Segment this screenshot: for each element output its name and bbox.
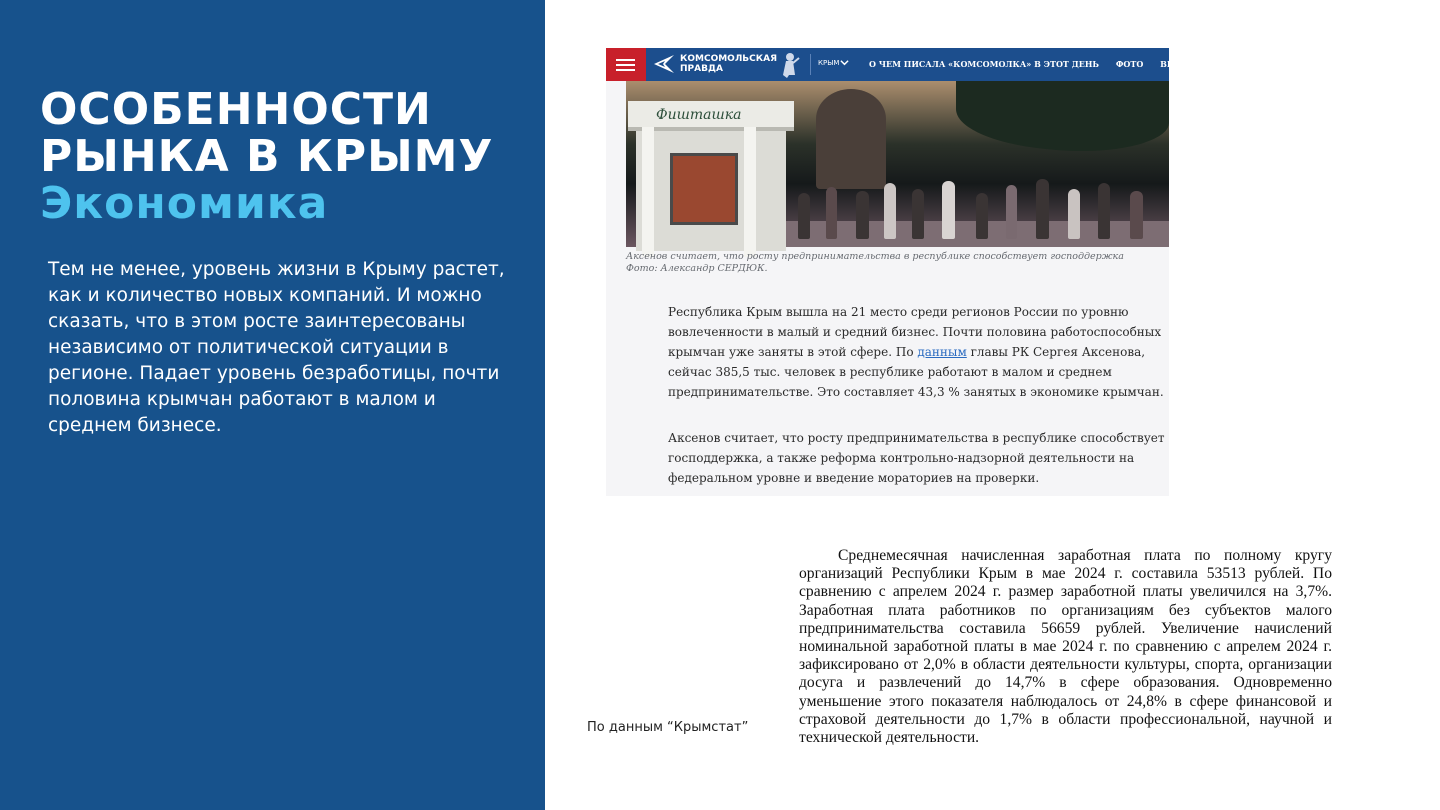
krymstat-excerpt <box>769 544 1359 747</box>
article-screenshot <box>606 48 1240 496</box>
mascot-icon <box>778 51 800 79</box>
nav-link-special[interactable]: СПЕЦ <box>1211 59 1240 69</box>
chevron-down-icon[interactable] <box>840 58 849 67</box>
photo-credit: Фото: Александр СЕРДЮК. <box>626 263 768 274</box>
source-label: По данным “Крымстат” <box>587 720 749 735</box>
article-paragraph-1 <box>668 302 1168 402</box>
kp-logo-icon <box>652 52 676 76</box>
article-paragraph-2: Аксенов считает, что росту предпринимательства в республике способствует господдержка, а также реформа контрольно-надзорной деятельности на федеральном уровне и введение мораториев на проверки. <box>668 431 1165 485</box>
nav-links <box>869 59 1253 69</box>
data-link[interactable]: данным <box>917 345 967 359</box>
nav-link-this-day[interactable]: О ЧЕМ ПИСАЛА «КОМСОМОЛКА» В ЭТОТ ДЕНЬ <box>869 59 1100 69</box>
photo-pavilion <box>636 101 786 251</box>
hamburger-menu-icon[interactable] <box>606 48 646 81</box>
nav-divider <box>810 54 811 75</box>
paragraph-1-end: главы РК Сергея Аксенова, сейчас 385,5 тыс. человек в республике работают в малом и среднем предпринимательстве. Это составляет 43,3 % занятых в экономике крымчан. <box>668 345 1164 399</box>
slide-title <box>40 86 493 227</box>
caption-text: Аксенов считает, что росту предпринимательства в республике способствует господдержка <box>626 251 1124 262</box>
logo-line-1: КОМСОМОЛЬСКАЯ <box>680 54 778 64</box>
lead-text: Тем не менее, уровень жизни в Крыму растет, как и количество новых компаний. И можно сказать, что в этом росте заинтересованы независимо от политической ситуации в регионе. Падает уровень безработицы, почти половина крымчан работают в малом и среднем бизнесе. <box>48 259 505 436</box>
article-photo <box>626 81 1169 247</box>
left-panel <box>0 0 545 810</box>
photo-trees <box>956 81 1169 151</box>
pavilion-sign: Фишташка <box>656 107 742 123</box>
krymstat-text: Среднемесячная начисленная заработная плата по полному кругу организаций Республики Крым в мае 2024 г. составила 53513 рублей. По сравнению с апрелем 2024 г. размер заработной платы увеличился на 3,7%. Заработная плата работников по организациям без субъектов малого предпринимательства составила 56659 рублей. Увеличение начислений номинальной заработной платы в мае 2024 г. по сравнению с апрелем 2024 г. зафиксировано от 2,0% в области деятельности культуры, спорта, организации досуга и развлечений до 14,7% в сфере образования. Одновременно уменьшение этого показателя наблюдалось от 24,8% в сфере финансовой и страховой деятельности до 1,7% в области профессиональной, научной и технической деятельности. <box>799 547 1332 747</box>
kp-logo-text[interactable] <box>680 54 777 74</box>
title-line-2: РЫНКА В КРЫМУ <box>40 131 494 182</box>
logo-line-2: ПРАВДА <box>680 64 723 74</box>
pavilion-column <box>642 127 654 257</box>
pavilion-window <box>670 153 738 225</box>
region-selector-label[interactable]: КРЫМ <box>818 59 840 67</box>
title-accent: Экономика <box>40 178 329 229</box>
paragraph-1-start: Республика Крым вышла на 21 место среди регионов России по уровню вовлеченности в малый и средний бизнес. Почти половина работоспособных крымчан уже заняты в этой сфере. По <box>668 305 1162 359</box>
nav-link-photo[interactable]: ФОТО <box>1115 59 1144 69</box>
photo-caption <box>626 251 1124 275</box>
photo-crowd <box>786 169 1169 239</box>
title-line-1: ОСОБЕННОСТИ <box>40 84 432 135</box>
pavilion-column <box>744 127 756 257</box>
article-nav-bar <box>606 48 1240 81</box>
nav-link-video[interactable]: ВИДЕО <box>1160 59 1195 69</box>
